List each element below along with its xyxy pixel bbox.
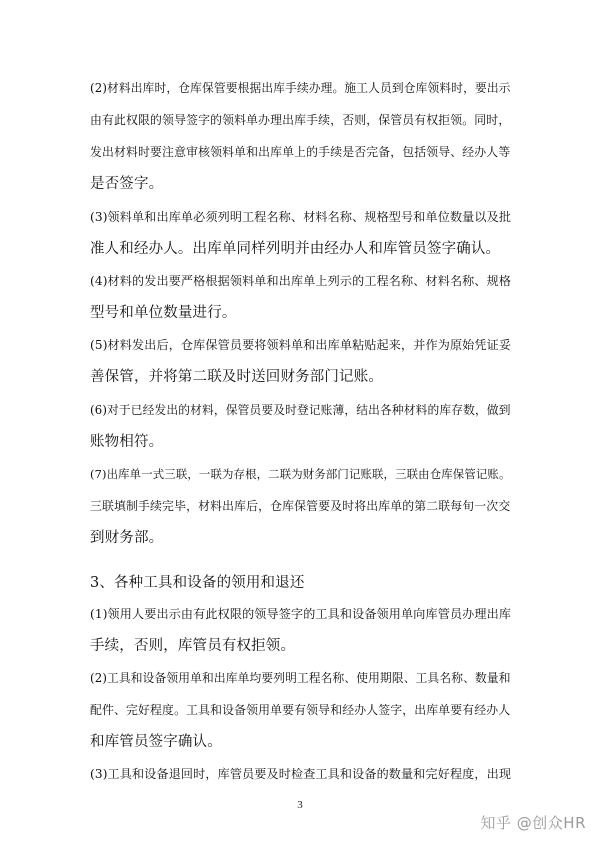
paragraph-line: (2)材料出库时，仓库保管要根据出库手续办理。施工人员到仓库领料时，要出示 — [90, 81, 511, 95]
paragraph-line: 到财务部。 — [90, 530, 164, 546]
paragraph-line: (2)工具和设备领用单和出库单均要列明工程名称、使用期限、工具名称、数量和 — [90, 671, 511, 685]
paragraph-line: 手续，否则，库管员有权拒领。 — [90, 638, 296, 654]
paragraph-line: (5)材料发出后，仓库保管员要将领料单和出库单粘贴起来，并作为原始凭证妥 — [90, 338, 512, 352]
watermark: 知乎 @创众HR — [480, 814, 586, 832]
paragraph-line: 和库管员签字确认。 — [90, 734, 222, 750]
paragraph-line: 三联填制手续完毕，材料出库后，仓库保管要及时将出库单的第二联每旬一次交 — [90, 499, 511, 513]
section-heading: 3、各种工具和设备的领用和退还 — [90, 575, 305, 591]
paragraph-line: (4)材料的发出要严格根据领料单和出库单上列示的工程名称、材料名称、规格 — [90, 274, 512, 288]
paragraph-line: (3)工具和设备退回时，库管员要及时检查工具和设备的数量和完好程度，出现 — [90, 767, 512, 781]
paragraph-line: 型号和单位数量进行。 — [90, 305, 237, 321]
paragraph-line: 准人和经办人。出库单同样列明并由经办人和库管员签字确认。 — [90, 241, 501, 257]
paragraph-line: 发出材料时要注意审核领料单和出库单上的手续是否完备，包括领导、经办人等 — [90, 145, 511, 159]
paragraph-line: 善保管，并将第二联及时送回财务部门记账。 — [90, 369, 383, 385]
paragraph-line: (6)对于已经发出的材料，保管员要及时登记账薄，结出各种材料的库存数，做到 — [90, 403, 511, 417]
paragraph-line: (3)领料单和出库单必须列明工程名称、材料名称、规格型号和单位数量以及批 — [90, 210, 512, 224]
paragraph-line: 账物相符。 — [90, 434, 164, 450]
paragraph-line: 是否签字。 — [90, 176, 164, 192]
paragraph-line: (7)出库单一式三联，一联为存根，二联为财务部门记账联，三联由仓库保管记账。 — [90, 467, 511, 481]
page-number: 3 — [297, 799, 303, 811]
paragraph-line: 由有此权限的领导签字的领料单办理出库手续，否则，保管员有权拒领。同时， — [90, 113, 511, 127]
paragraph-line: 配件、完好程度。工具和设备领用单要有领导和经办人签字，出库单要有经办人 — [90, 703, 511, 717]
paragraph-line: (1)领用人要出示由有此权限的领导签字的工具和设备领用单向库管员办理出库 — [90, 607, 512, 621]
